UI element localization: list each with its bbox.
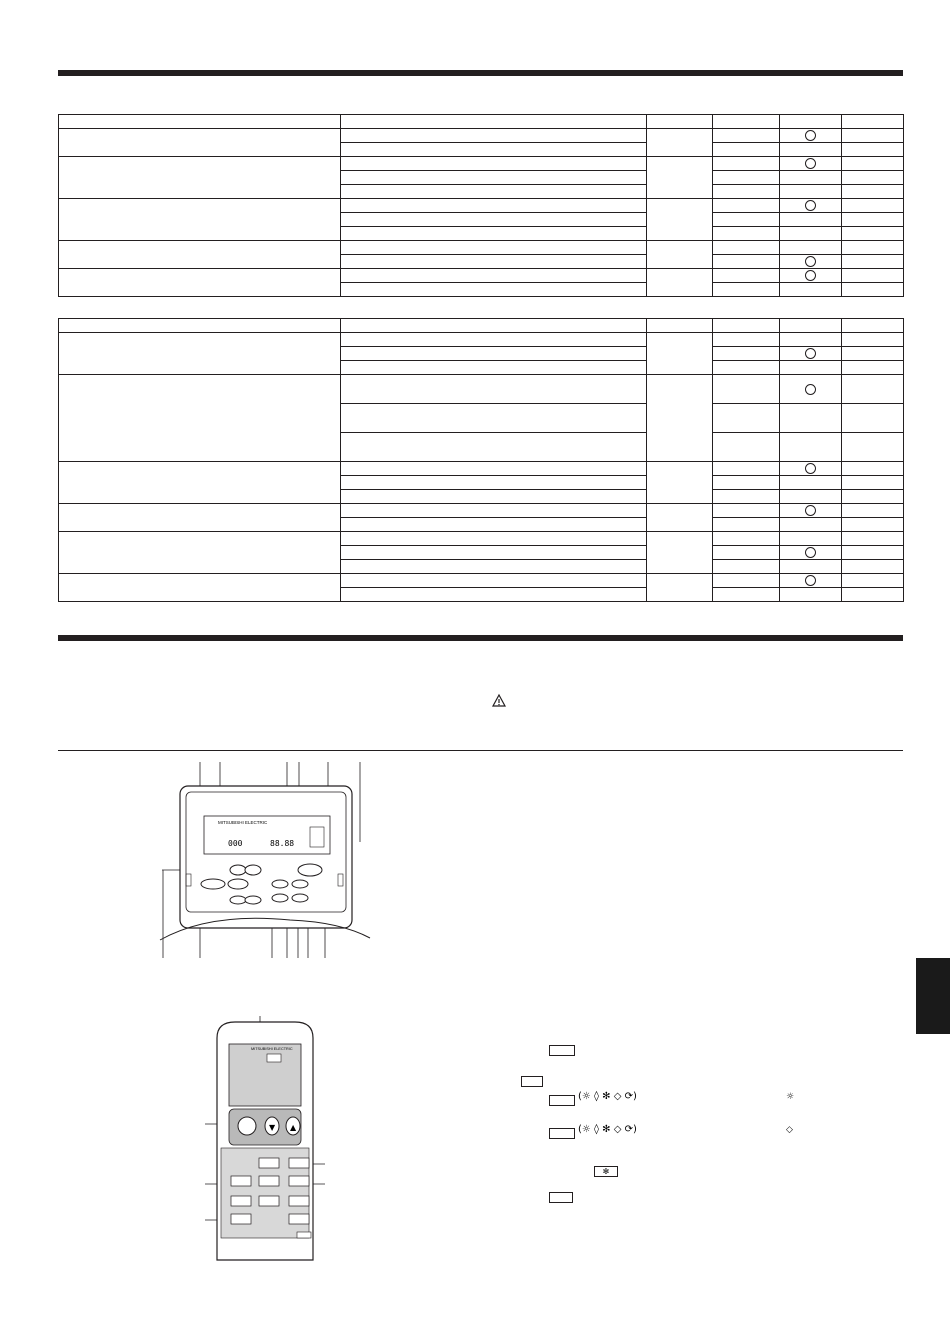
mode-button-ref-4 (549, 1128, 575, 1139)
table-row (59, 375, 904, 404)
selected-circle-mark (805, 200, 816, 211)
middle-section-rule (58, 635, 903, 641)
table-row (59, 241, 904, 255)
svg-text:88.88: 88.88 (270, 839, 295, 848)
svg-text:000: 000 (228, 839, 243, 848)
fan-icon: ✻ (602, 1167, 610, 1176)
selected-circle-mark (805, 256, 816, 267)
table-row (59, 462, 904, 476)
table-row (59, 504, 904, 518)
selected-circle-mark (805, 505, 816, 516)
controller-brand: MITSUBISHI ELECTRIC (218, 820, 268, 825)
selected-circle-mark (805, 575, 816, 586)
wireless-remote-diagram (205, 1014, 345, 1264)
mode-sequence-text-2: (☼ ◊ ✻ ◇ ⟳) (578, 1124, 637, 1135)
selected-circle-mark (805, 270, 816, 281)
selected-circle-mark (805, 463, 816, 474)
section-thumb-tab (916, 958, 950, 1034)
heat-symbol-text: ☼ (786, 1092, 795, 1102)
wired-controller-diagram (150, 762, 380, 962)
table-row (59, 532, 904, 546)
svg-text:▲: ▲ (290, 1123, 297, 1132)
mode-button-ref-3 (549, 1095, 575, 1106)
warning-icon (492, 694, 506, 712)
selected-circle-mark (805, 348, 816, 359)
remote-brand: MITSUBISHI ELECTRIC (251, 1047, 293, 1051)
sub-section-divider (58, 750, 903, 751)
top-section-rule (58, 70, 903, 76)
selected-circle-mark (805, 158, 816, 169)
vane-button-ref (549, 1192, 573, 1203)
table-row (59, 199, 904, 213)
selected-circle-mark (805, 547, 816, 558)
settings-table-1 (58, 114, 904, 297)
svg-text:▼: ▼ (269, 1123, 276, 1132)
table-row (59, 129, 904, 143)
fan-button-ref (594, 1166, 618, 1177)
table-row (59, 574, 904, 588)
table-row (59, 319, 904, 333)
dry-symbol-text: ◇ (786, 1125, 793, 1135)
mode-button-ref-1 (549, 1045, 575, 1056)
table-row (59, 269, 904, 283)
table-row (59, 157, 904, 171)
table-row (59, 115, 904, 129)
table-row (59, 333, 904, 347)
selected-circle-mark (805, 130, 816, 141)
mode-button-ref-2 (521, 1076, 543, 1087)
settings-table-2 (58, 318, 904, 602)
mode-sequence-text-1: (☼ ◊ ✻ ◇ ⟳) (578, 1091, 637, 1102)
selected-circle-mark (805, 384, 816, 395)
